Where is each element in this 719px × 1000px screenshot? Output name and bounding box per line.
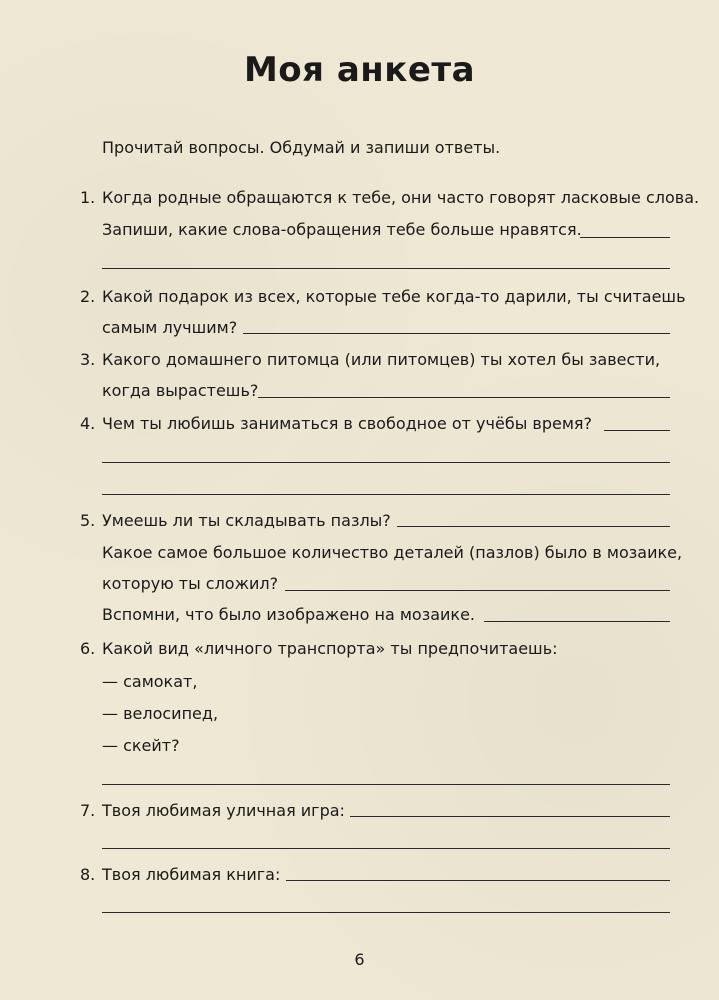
question-1-line-1: Когда родные обращаются к тебе, они часто говорят ласковые слова. bbox=[102, 188, 700, 207]
answer-line[interactable] bbox=[102, 848, 670, 849]
question-number: 7. bbox=[80, 801, 96, 820]
answer-line[interactable] bbox=[604, 430, 670, 431]
answer-line[interactable] bbox=[102, 462, 670, 463]
answer-line[interactable] bbox=[286, 880, 670, 881]
question-number: 3. bbox=[80, 350, 96, 369]
question-3-line-1: Какого домашнего питомца (или питомцев) ты хотел бы завести, bbox=[102, 350, 661, 369]
question-5-line-2: Какое самое большое количество деталей (пазлов) было в мозаике, bbox=[102, 543, 683, 562]
question-6-option: — скейт? bbox=[102, 736, 180, 755]
question-2-line-1: Какой подарок из всех, которые тебе когда-то дарили, ты считаешь bbox=[102, 287, 686, 306]
question-number: 8. bbox=[80, 865, 96, 884]
question-8-line-1: Твоя любимая книга: bbox=[102, 865, 281, 884]
question-7-line-1: Твоя любимая уличная игра: bbox=[102, 801, 345, 820]
answer-line[interactable] bbox=[350, 816, 670, 817]
intro-text: Прочитай вопросы. Обдумай и запиши ответы. bbox=[102, 138, 501, 157]
question-5-line-4: Вспомни, что было изображено на мозаике. bbox=[102, 605, 476, 624]
question-1-line-2: Запиши, какие слова-обращения тебе больше нравятся. bbox=[102, 220, 582, 239]
question-6-option: — велосипед, bbox=[102, 704, 219, 723]
answer-line[interactable] bbox=[102, 494, 670, 495]
answer-line[interactable] bbox=[484, 621, 670, 622]
question-6-option: — самокат, bbox=[102, 672, 198, 691]
answer-line[interactable] bbox=[102, 784, 670, 785]
answer-line[interactable] bbox=[285, 590, 670, 591]
question-6-line-1: Какой вид «личного транспорта» ты предпочитаешь: bbox=[102, 639, 558, 658]
answer-line[interactable] bbox=[258, 397, 670, 398]
question-4-line-1: Чем ты любишь заниматься в свободное от учёбы время? bbox=[102, 414, 593, 433]
question-5-line-3: которую ты сложил? bbox=[102, 574, 279, 593]
answer-line[interactable] bbox=[397, 526, 670, 527]
answer-line[interactable] bbox=[102, 912, 670, 913]
question-2-line-2: самым лучшим? bbox=[102, 318, 238, 337]
question-number: 1. bbox=[80, 188, 96, 207]
question-number: 5. bbox=[80, 511, 96, 530]
question-number: 2. bbox=[80, 287, 96, 306]
answer-line[interactable] bbox=[580, 237, 670, 238]
answer-line[interactable] bbox=[243, 333, 670, 334]
question-number: 4. bbox=[80, 414, 96, 433]
question-3-line-2: когда вырастешь? bbox=[102, 381, 259, 400]
page-number: 6 bbox=[354, 950, 365, 969]
page-title: Моя анкета bbox=[243, 50, 476, 90]
question-number: 6. bbox=[80, 639, 96, 658]
question-5-line-1: Умеешь ли ты складывать пазлы? bbox=[102, 511, 391, 530]
answer-line[interactable] bbox=[102, 268, 670, 269]
